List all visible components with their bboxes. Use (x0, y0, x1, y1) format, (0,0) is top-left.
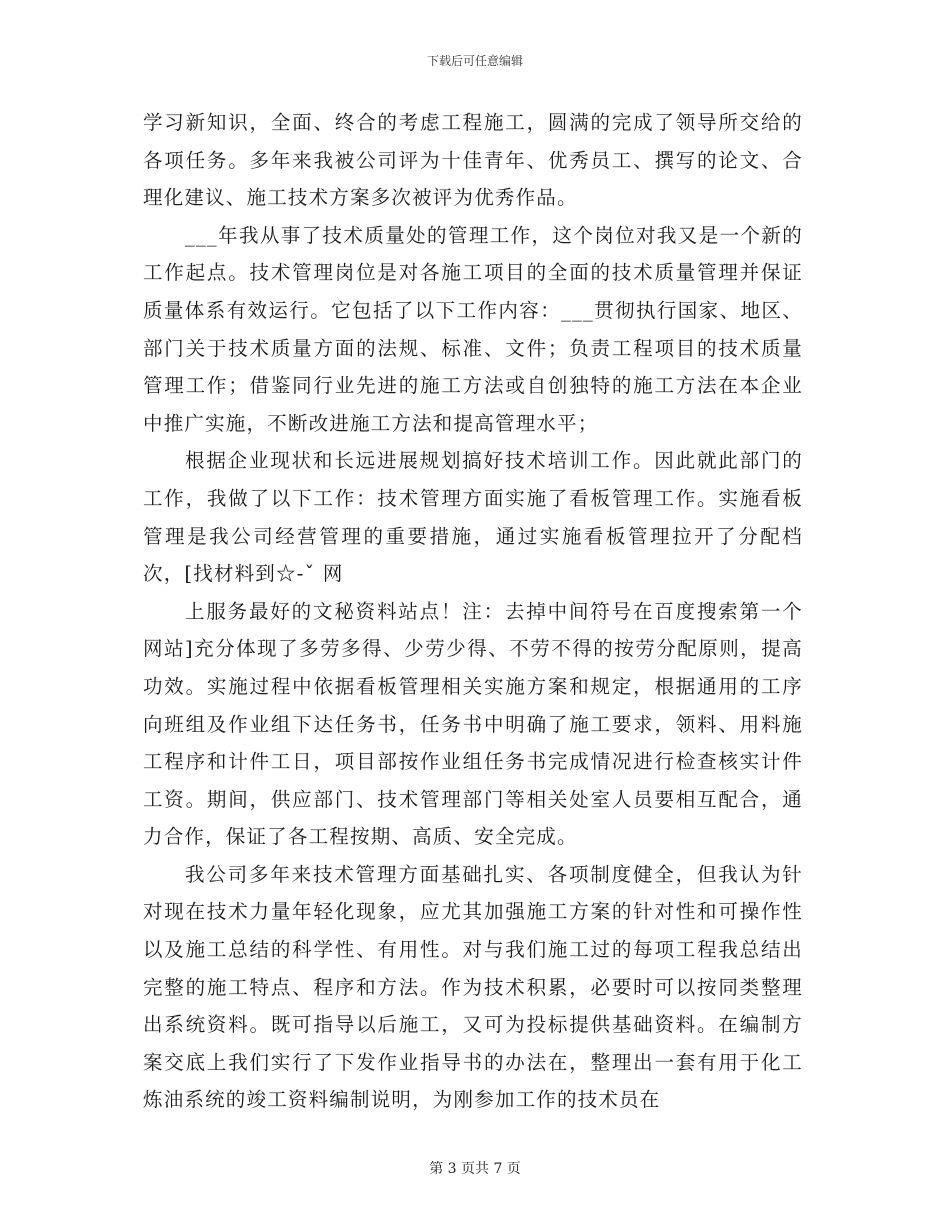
page-footer: 第 3 页共 7 页 (429, 1161, 521, 1177)
paragraph: ___年我从事了技术质量处的管理工作，这个岗位对我又是一个新的工作起点。技术管理岗位是对各施工项目的全面的技术质量管理并保证质量体系有效运行。它包括了以下工作内容：___贯彻执行国家、地区、部门关于技术质量方面的法规、标准、文件；负责工程项目的技术质量管理工作；借鉴同行业先进的施工方法或自创独特的施工方法在本企业中推广实施，不断改进施工方法和提高管理水平； (143, 223, 803, 435)
paragraph: 我公司多年来技术管理方面基础扎实、各项制度健全，但我认为针对现在技术力量年轻化现象，应尤其加强施工方案的针对性和可操作性以及施工总结的科学性、有用性。对与我们施工过的每项工程我总结出完整的施工特点、程序和方法。作为技术积累，必要时可以按同类整理出系统资料。既可指导以后施工，又可为投标提供基础资料。在编制方案交底上我们实行了下发作业指导书的办法在，整理出一套有用于化工炼油系统的竣工资料编制说明，为刚参加工作的技术员在 (143, 862, 803, 1112)
paragraph: 根据企业现状和长远进展规划搞好技术培训工作。因此就此部门的工作，我做了以下工作：技术管理方面实施了看板管理工作。实施看板管理是我公司经营管理的重要措施，通过实施看板管理拉开了分配档次，[找材料到☆-ˇ 网 (143, 449, 803, 586)
paragraph: 上服务最好的文秘资料站点！注：去掉中间符号在百度搜索第一个网站]充分体现了多劳多得、少劳少得、不劳不得的按劳分配原则，提高功效。实施过程中依据看板管理相关实施方案和规定，根据通用的工序向班组及作业组下达任务书，任务书中明确了施工要求，领料、用料施工程序和计件工日，项目部按作业组任务书完成情况进行检查核实计件工资。期间，供应部门、技术管理部门等相关处室人员要相互配合，通力合作，保证了各工程按期、高质、安全完成。 (143, 599, 803, 849)
document-body (143, 104, 803, 1119)
page-header: 下载后可任意编辑 (426, 54, 523, 68)
paragraph: 学习新知识，全面、终合的考虑工程施工，圆满的完成了领导所交给的各项任务。多年来我被公司评为十佳青年、优秀员工、撰写的论文、合理化建议、施工技术方案多次被评为优秀作品。 (143, 111, 803, 210)
